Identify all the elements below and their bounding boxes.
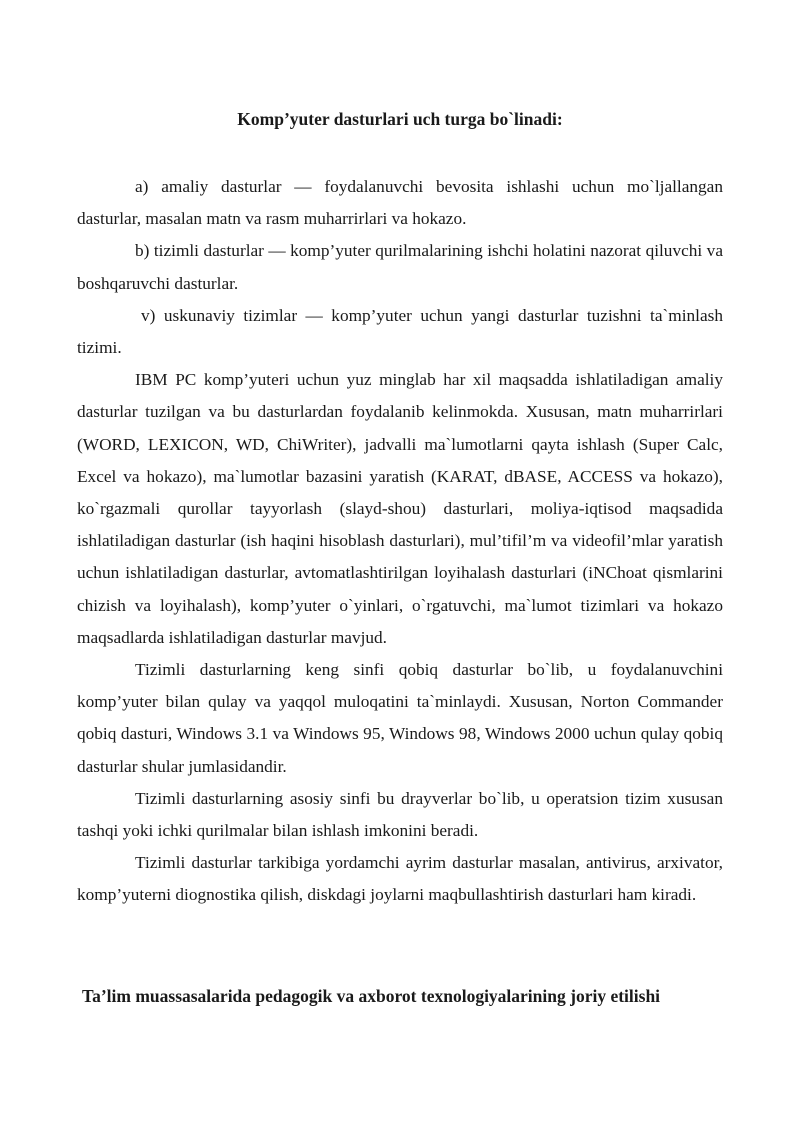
paragraph-amaliy-dasturlar: a) amaliy dasturlar — foydalanuvchi bevosita ishlashi uchun mo`ljallangan dasturlar, masalan matn va rasm muharrirlari va hokazo. <box>77 177 723 229</box>
paragraph-tizimli-dasturlar: b) tizimli dasturlar — komp’yuter qurilmalarining ishchi holatini nazorat qiluvchi va boshqaruvchi dasturlar. <box>77 241 723 293</box>
paragraph-qobiq-dasturlar: Tizimli dasturlarning keng sinfi qobiq dasturlar bo`lib, u foydalanuvchini komp’yuter bilan qulay va yaqqol muloqatini ta`minlaydi. Xususan, Norton Commander qobiq dasturi, Windows 3.1 va Windows 95, Windows 98, Windows 2000 uchun qulay qobiq dasturlar shular jumlasidandir. <box>77 660 723 776</box>
paragraph-drayverlar: Tizimli dasturlarning asosiy sinfi bu drayverlar bo`lib, u operatsion tizim xususan tashqi yoki ichki qurilmalar bilan ishlash imkonini beradi. <box>77 788 723 841</box>
paragraph-uskunaviy-tizimlar: v) uskunaviy tizimlar — komp’yuter uchun yangi dasturlar tuzishni ta`minlash tizimi. <box>77 305 723 358</box>
body-text <box>77 171 723 912</box>
section-subheading: Ta’lim muassasalarida pedagogik va axborot texnologiyalarining joriy etilishi <box>82 986 661 1006</box>
paragraph-yordamchi-dasturlar: Tizimli dasturlar tarkibiga yordamchi ayrim dasturlar masalan, antivirus, arxivator, komp’yuterni diognostika qilish, diskdagi joylarni maqbullashtirish dasturlari ham kiradi. <box>77 853 723 905</box>
page-title: Komp’yuter dasturlari uch turga bo`linadi: <box>237 109 563 129</box>
paragraph-ibm-pc: IBM PC komp’yuteri uchun yuz minglab har xil maqsadda ishlatiladigan amaliy dasturlar tuzilgan va bu dasturlardan foydalanib kelinmokda. Xususan, matn muharrirlari (WORD, LEXICON, WD, ChiWriter), jadvalli ma`lumotlarni qayta ishlash (Super Calc, Excel va hokazo), ma`lumotlar bazasini yaratish (KARAT, dBASE, ACCESS va hokazo), ko`rgazmali qurollar tayyorlash (slayd-shou) dasturlari, moliya-iqtisod maqsadida ishlatiladigan dasturlar (ish haqini hisoblash dasturlari), mul’tifil’m va videofil’mlar yaratish uchun ishlatiladigan dasturlar, avtomatlashtirilgan loyihalash dasturlari (iNChoat qismlarini chizish va loyihalash), komp’yuter o`yinlari, o`rgatuvchi, ma`lumot tizimlari va hokazo maqsadlarda ishlatiladigan dasturlar mavjud. <box>77 370 723 647</box>
